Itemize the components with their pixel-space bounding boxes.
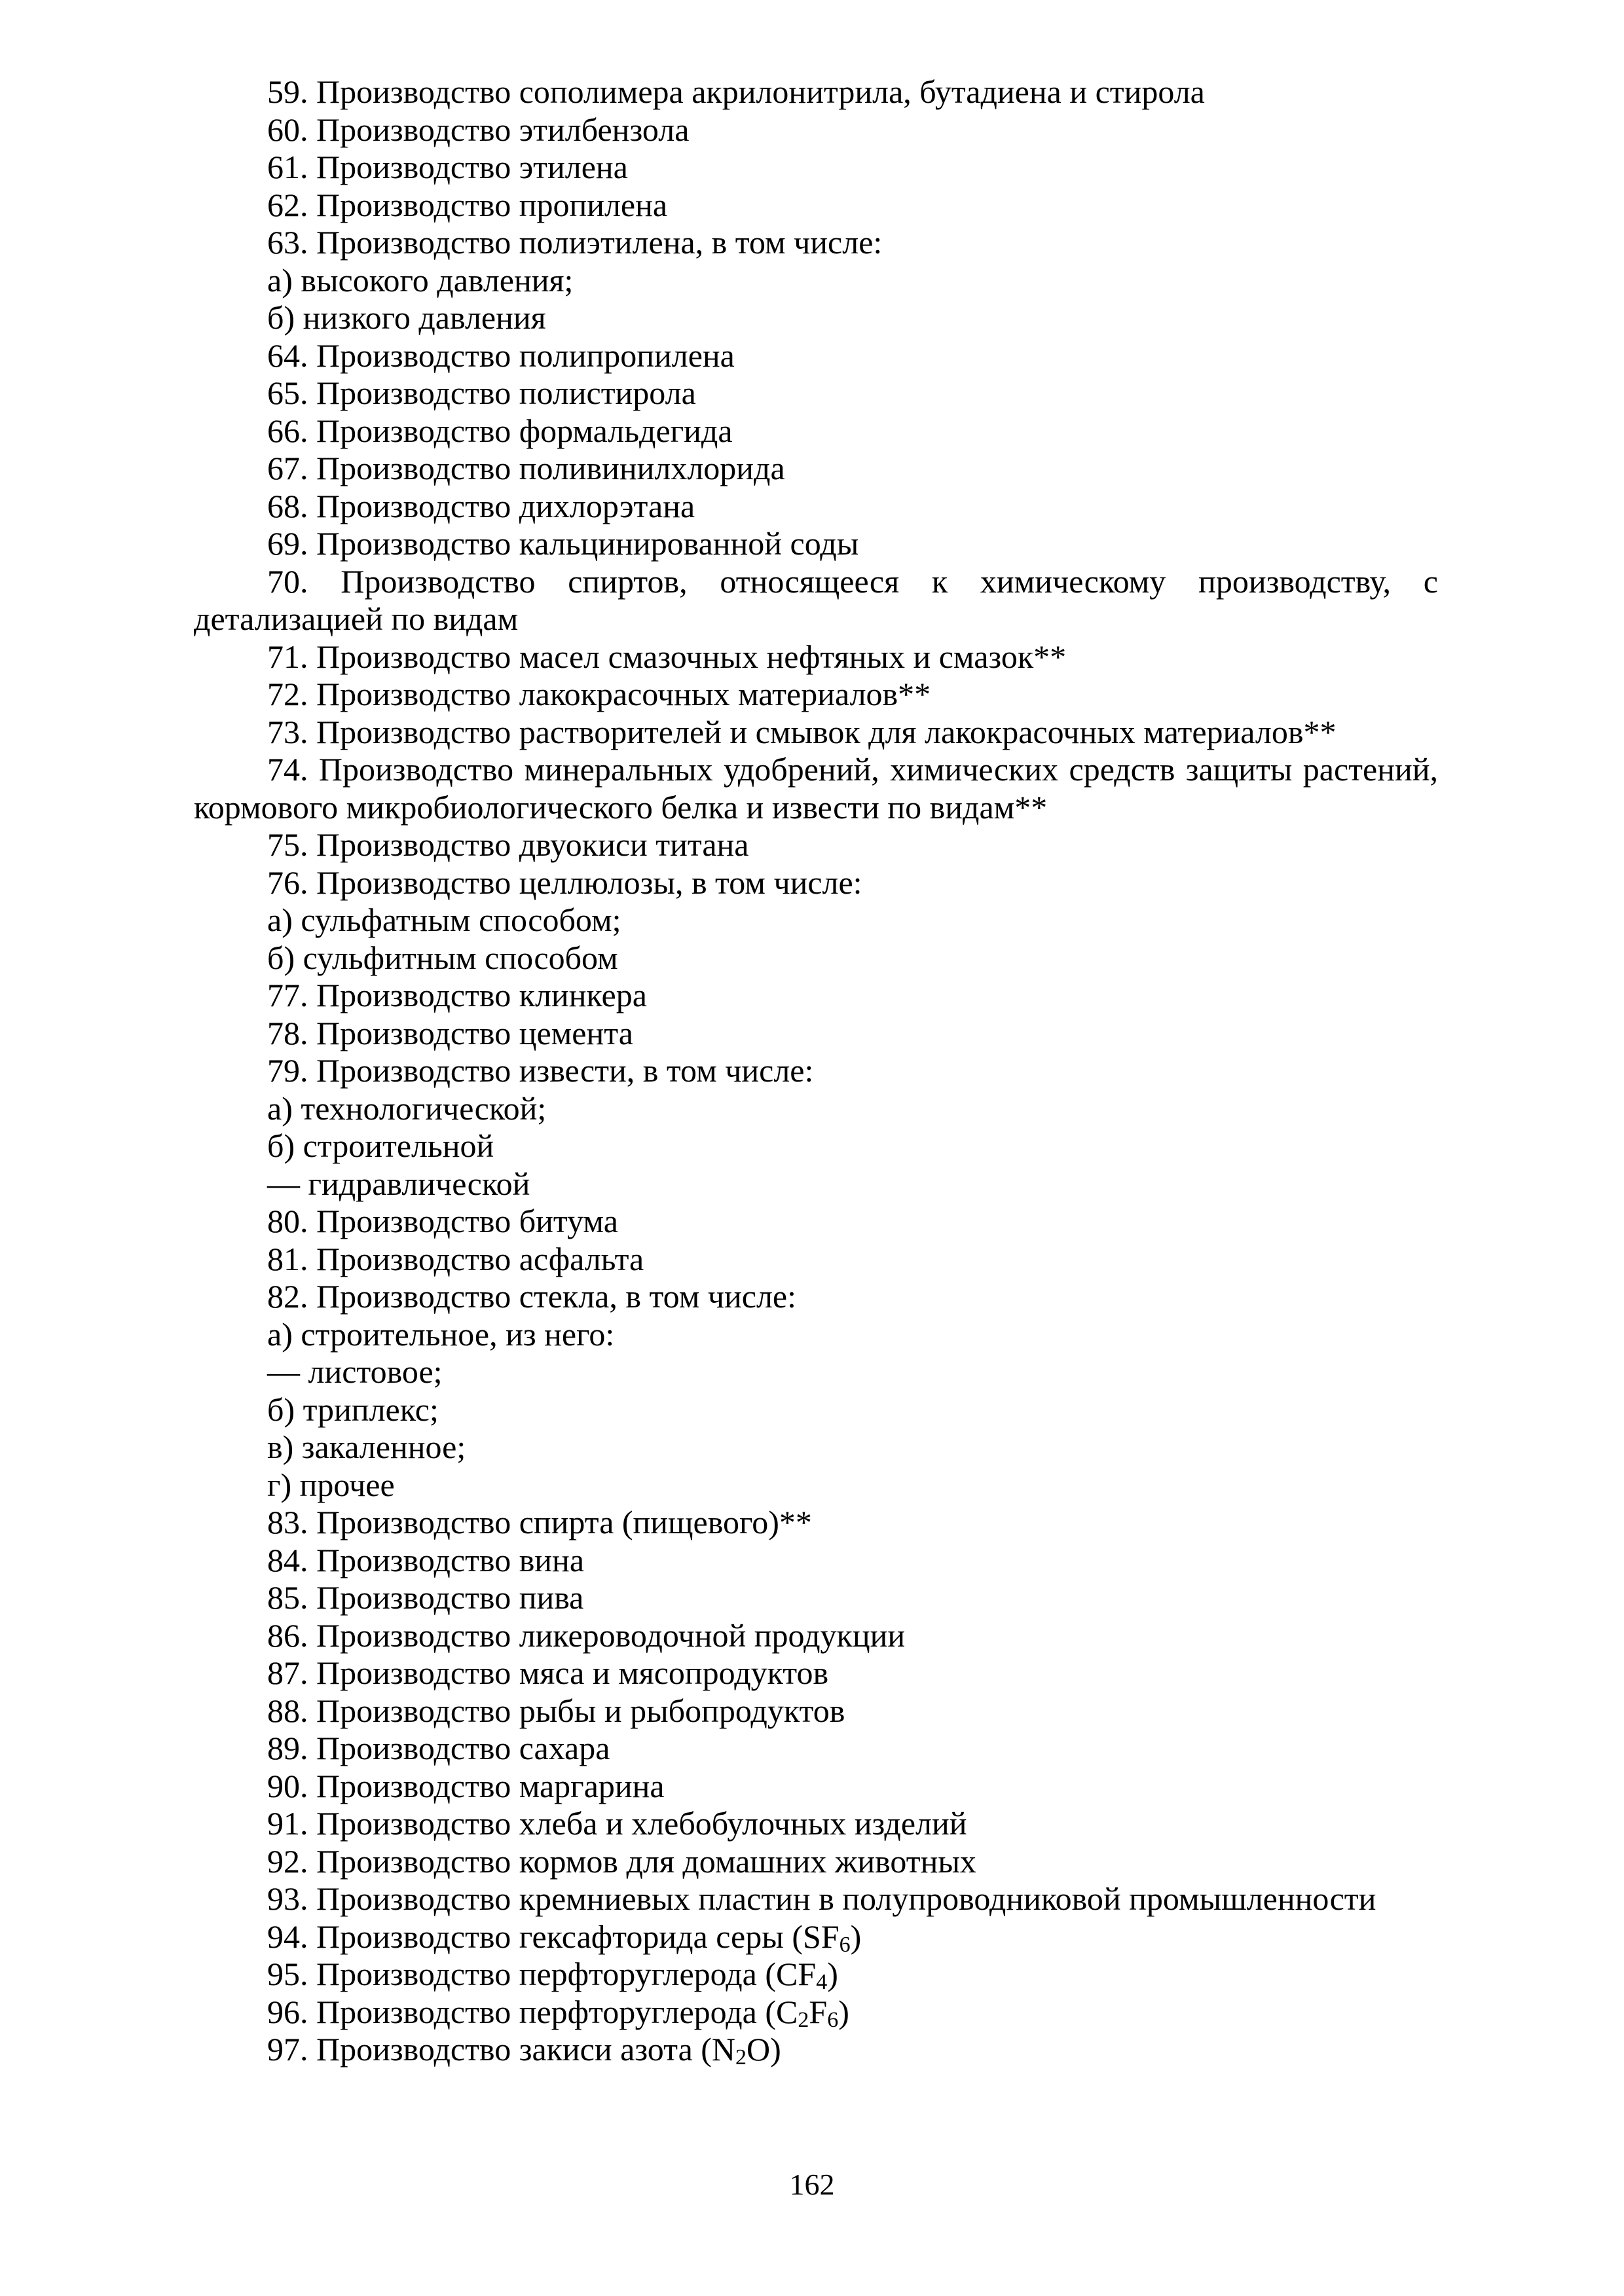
- list-subitem: — гидравлической: [267, 1165, 530, 1202]
- list-item: 61. Производство этилена: [267, 149, 628, 185]
- list-item: 69. Производство кальцинированной соды: [267, 525, 859, 562]
- item-text: O): [747, 2031, 781, 2068]
- list-item: 83. Производство спирта (пищевого)**: [267, 1504, 812, 1540]
- list-item: [194, 1994, 1438, 2032]
- list-item: 68. Производство дихлорэтана: [267, 487, 695, 524]
- list-item: 84. Производство вина: [267, 1541, 585, 1578]
- list-item: 63. Производство полиэтилена, в том числе:: [267, 224, 883, 261]
- item-text: 95. Производство перфторуглерода (CF: [267, 1956, 817, 1992]
- page-number: 162: [789, 2168, 835, 2201]
- list-subitem: — листовое;: [267, 1353, 443, 1390]
- list-item: 78. Производство цемента: [267, 1014, 633, 1051]
- item-text: 97. Производство закиси азота (N: [267, 2031, 736, 2068]
- list-item: 74. Производство минеральных удобрений, химических средств защиты растений, кормового микробиологического белка и извести по видам**: [194, 751, 1438, 826]
- list-item: 82. Производство стекла, в том числе:: [267, 1278, 796, 1315]
- list-item: 91. Производство хлеба и хлебобулочных изделий: [267, 1805, 967, 1842]
- list-subitem: а) высокого давления;: [267, 261, 574, 299]
- list-subitem: г) прочее: [267, 1466, 395, 1503]
- list-item: 92. Производство кормов для домашних животных: [267, 1842, 976, 1880]
- list-item: 90. Производство маргарина: [267, 1767, 665, 1804]
- list-item: 76. Производство целлюлозы, в том числе:: [267, 864, 862, 901]
- list-item: 60. Производство этилбензола: [267, 111, 690, 148]
- item-text: ): [838, 1993, 849, 2030]
- list-item: 70. Производство спиртов, относящееся к химическому производству, с детализацией по видам: [194, 562, 1438, 637]
- document-body: [194, 73, 1438, 2069]
- subscript: 6: [827, 2007, 839, 2032]
- list-subitem: а) строительное, из него:: [267, 1315, 615, 1353]
- list-item: 81. Производство асфальта: [267, 1240, 644, 1277]
- list-item: 77. Производство клинкера: [267, 977, 647, 1013]
- list-item: 93. Производство кремниевых пластин в полупроводниковой промышленности: [267, 1880, 1376, 1917]
- list-subitem: в) закаленное;: [267, 1429, 466, 1465]
- list-item: 72. Производство лакокрасочных материалов**: [267, 676, 931, 712]
- list-item: 79. Производство извести, в том числе:: [267, 1052, 814, 1089]
- list-item: 88. Производство рыбы и рыбопродуктов: [267, 1692, 845, 1729]
- list-subitem: а) технологической;: [267, 1089, 547, 1127]
- list-subitem: а) сульфатным способом;: [267, 902, 621, 938]
- subscript: 6: [839, 1932, 851, 1957]
- list-item: 64. Производство полипропилена: [267, 337, 735, 374]
- list-item: 62. Производство пропилена: [267, 186, 668, 223]
- list-item: 80. Производство битума: [267, 1203, 618, 1239]
- list-item: 85. Производство пива: [267, 1579, 584, 1616]
- list-item: 75. Производство двуокиси титана: [267, 826, 749, 863]
- subscript: 2: [798, 2007, 809, 2032]
- item-text: ): [827, 1956, 838, 1992]
- list-item: 86. Производство ликероводочной продукции: [267, 1616, 906, 1654]
- list-item: 89. Производство сахара: [267, 1730, 610, 1766]
- subscript: 4: [816, 1970, 828, 1994]
- subscript: 2: [735, 2045, 747, 2069]
- list-item: 59. Производство сополимера акрилонитрила, бутадиена и стирола: [267, 73, 1205, 110]
- item-text: 94. Производство гексафторида серы (SF: [267, 1918, 840, 1955]
- list-item: [194, 2031, 1438, 2069]
- list-subitem: б) сульфитным способом: [267, 939, 618, 976]
- list-subitem: б) триплекс;: [267, 1391, 439, 1428]
- list-item: [194, 1956, 1438, 1994]
- list-item: 67. Производство поливинилхлорида: [267, 450, 785, 486]
- list-subitem: б) низкого давления: [267, 299, 546, 336]
- list-item: 71. Производство масел смазочных нефтяных и смазок**: [267, 638, 1067, 675]
- list-item: 73. Производство растворителей и смывок для лакокрасочных материалов**: [267, 713, 1337, 750]
- item-text: F: [809, 1993, 828, 2030]
- item-text: 96. Производство перфторуглерода (C: [267, 1993, 798, 2030]
- list-item: 66. Производство формальдегида: [267, 412, 733, 449]
- item-text: ): [850, 1918, 862, 1955]
- list-item: 65. Производство полистирола: [267, 374, 696, 411]
- list-subitem: б) строительной: [267, 1127, 494, 1164]
- list-item: 87. Производство мяса и мясопродуктов: [267, 1654, 829, 1691]
- list-item: [194, 1918, 1438, 1956]
